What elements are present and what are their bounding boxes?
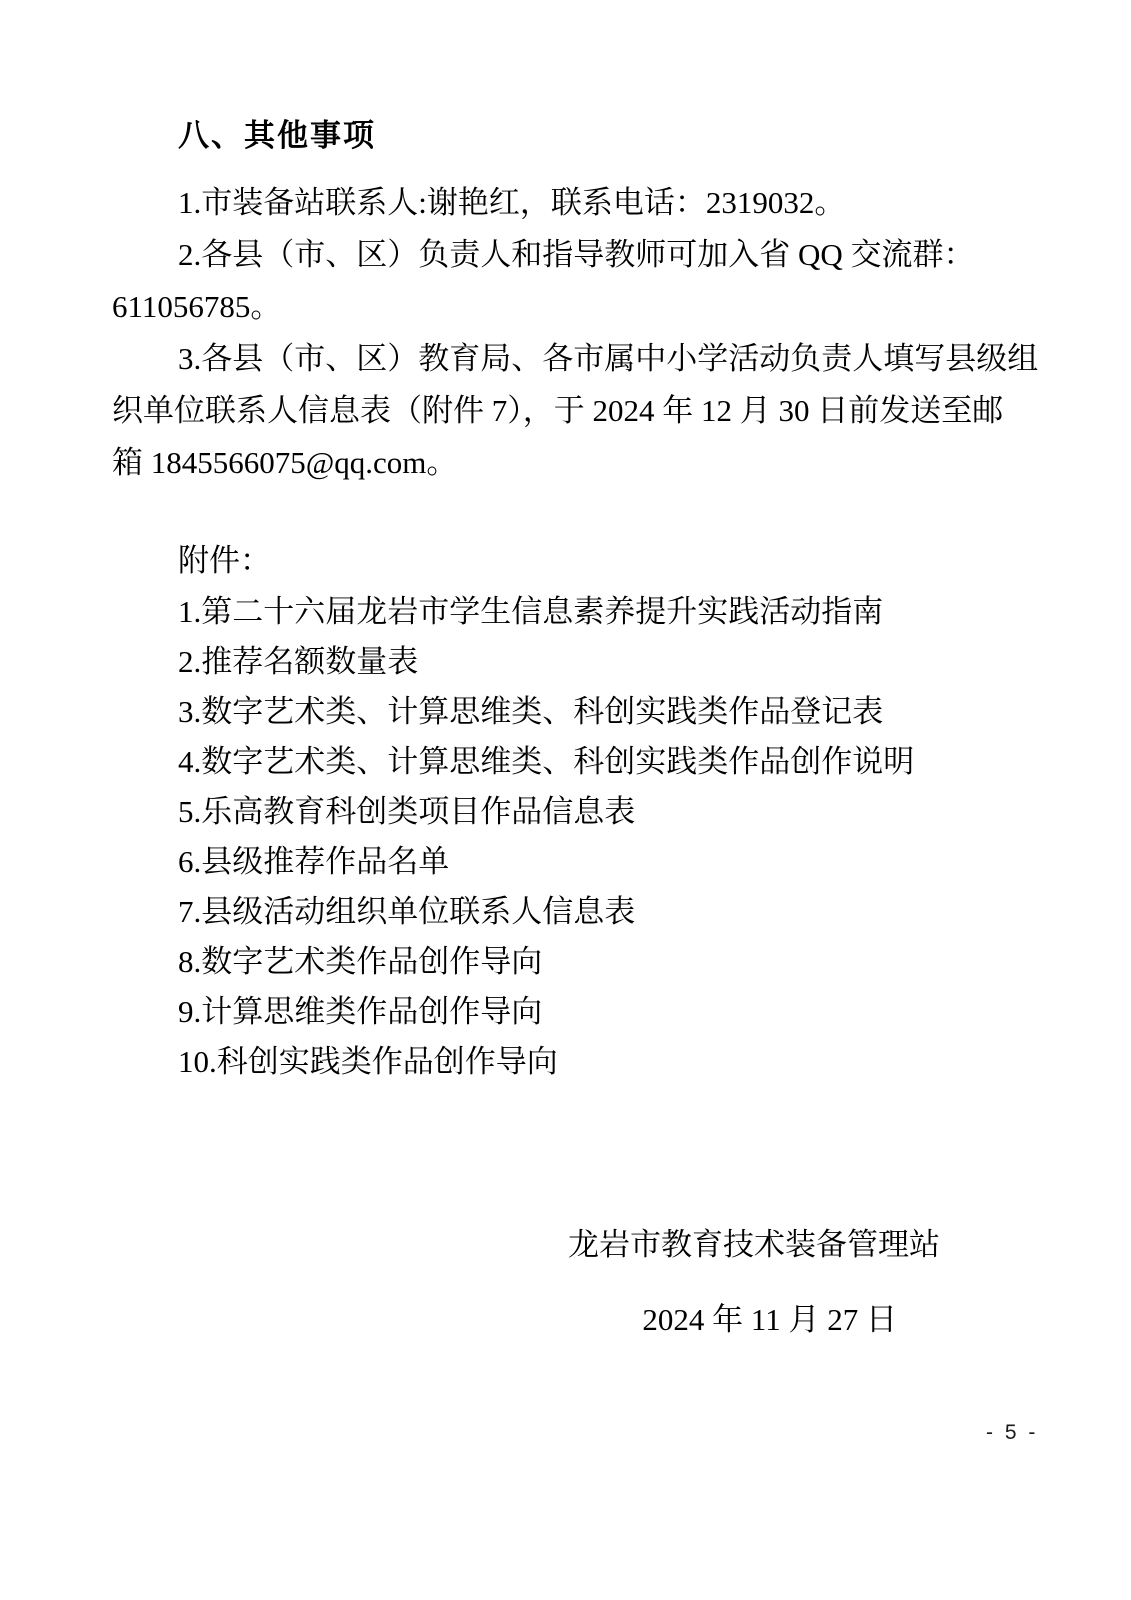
paragraph-contact-line: 1.市装备站联系人:谢艳红，联系电话：2319032。 <box>178 185 846 220</box>
attachment-item-8: 8.数字艺术类作品创作导向 <box>178 944 543 979</box>
page-number: - 5 - <box>986 1421 1039 1444</box>
signature-organization: 龙岩市教育技术装备管理站 <box>568 1227 940 1262</box>
paragraph-qq-group-line-1: 2.各县（市、区）负责人和指导教师可加入省 QQ 交流群： <box>178 237 975 272</box>
attachment-item-9: 9.计算思维类作品创作导向 <box>178 994 543 1029</box>
attachments-label: 附件： <box>178 543 271 578</box>
attachment-item-7: 7.县级活动组织单位联系人信息表 <box>178 894 636 929</box>
attachment-item-6: 6.县级推荐作品名单 <box>178 844 450 879</box>
signature-block <box>112 1219 1017 1346</box>
attachment-item-3: 3.数字艺术类、计算思维类、科创实践类作品登记表 <box>178 694 884 729</box>
attachment-item-2: 2.推荐名额数量表 <box>178 644 419 679</box>
paragraph-info-form-line-1: 3.各县（市、区）教育局、各市属中小学活动负责人填写县级组 <box>178 341 1039 376</box>
signature-date: 2024 年 11 月 27 日 <box>642 1302 897 1337</box>
document-content <box>112 110 1039 1346</box>
section-heading: 八、其他事项 <box>178 118 376 153</box>
paragraph-info-form-line-2: 织单位联系人信息表（附件 7），于 2024 年 12 月 30 日前发送至邮 <box>112 393 1004 428</box>
attachment-item-5: 5.乐高教育科创类项目作品信息表 <box>178 794 636 829</box>
paragraph-qq-group-line-2: 611056785。 <box>112 289 282 324</box>
attachments-list <box>112 587 1017 1087</box>
attachment-item-4: 4.数字艺术类、计算思维类、科创实践类作品创作说明 <box>178 744 915 779</box>
attachments-section <box>112 535 1017 1087</box>
attachment-item-1: 1.第二十六届龙岩市学生信息素养提升实践活动指南 <box>178 594 884 629</box>
paragraph-info-form-line-3: 箱 1845566075@qq.com。 <box>112 445 458 480</box>
attachment-item-10: 10.科创实践类作品创作导向 <box>178 1044 558 1079</box>
